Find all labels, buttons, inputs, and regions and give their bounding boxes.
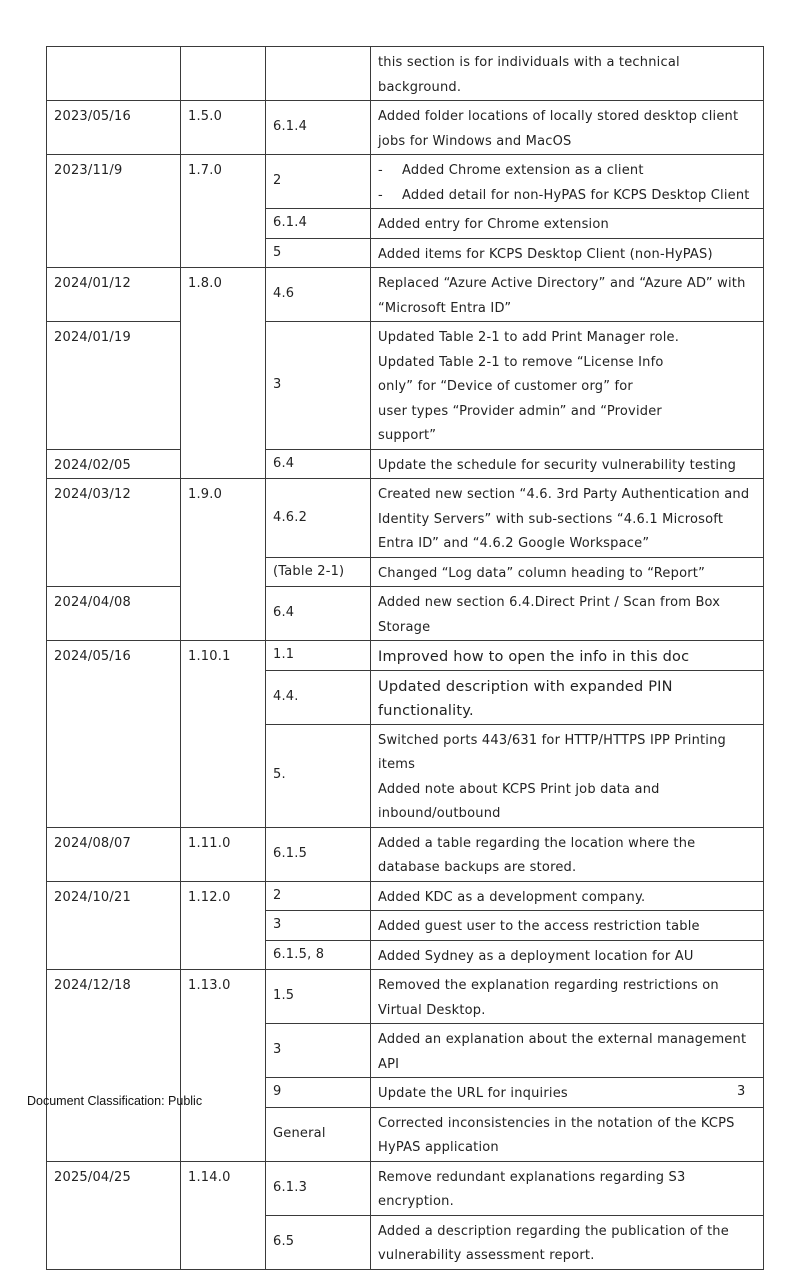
description-cell: Added a table regarding the location where the database backups are stored.: [371, 827, 764, 881]
date-cell: 2024/01/12: [47, 268, 181, 322]
description-cell: Added a description regarding the publication of the vulnerability assessment report.: [371, 1215, 764, 1269]
description-cell: Added items for KCPS Desktop Client (non-HyPAS): [371, 238, 764, 268]
description-cell: [371, 724, 764, 827]
date-cell: [47, 47, 181, 101]
description-cell: Added new section 6.4.Direct Print / Scan from Box Storage: [371, 587, 764, 641]
document-classification: Document Classification: Public: [27, 1094, 203, 1108]
table-row: [47, 47, 764, 101]
section-cell: 6.4: [266, 449, 371, 479]
description-cell: Added guest user to the access restriction table: [371, 911, 764, 941]
date-cell: 2024/05/16: [47, 641, 181, 828]
description-cell: Updated description with expanded PIN functionality.: [371, 670, 764, 724]
table-row: [47, 587, 764, 641]
bullet-text: Added Chrome extension as a client: [402, 163, 644, 178]
table-row: [47, 155, 764, 209]
section-cell: 4.4.: [266, 670, 371, 724]
section-cell: 4.6.2: [266, 479, 371, 558]
description-cell: Added KDC as a development company.: [371, 881, 764, 911]
date-cell: 2024/03/12: [47, 479, 181, 587]
version-cell: 1.10.1: [181, 641, 266, 828]
description-cell: Corrected inconsistencies in the notation of the KCPS HyPAS application: [371, 1107, 764, 1161]
description-cell: [371, 155, 764, 209]
table-row: [47, 101, 764, 155]
date-cell: 2024/10/21: [47, 881, 181, 970]
description-line: Added note about KCPS Print job data and inbound/outbound: [378, 781, 660, 821]
bullet-dash: -: [378, 187, 383, 203]
section-cell: 4.6: [266, 268, 371, 322]
bullet-dash: -: [378, 163, 383, 178]
date-cell: 2024/02/05: [47, 449, 181, 479]
description-cell: this section is for individuals with a technical background.: [371, 47, 764, 101]
version-cell: 1.11.0: [181, 827, 266, 881]
description-cell: Update the schedule for security vulnerability testing: [371, 449, 764, 479]
description-line: only” for “Device of customer org” for: [378, 379, 633, 394]
version-cell: 1.7.0: [181, 155, 266, 268]
section-cell: 6.1.4: [266, 101, 371, 155]
section-cell: 3: [266, 322, 371, 450]
date-cell: 2024/01/19: [47, 322, 181, 450]
description-cell: [371, 322, 764, 450]
description-line: user types “Provider admin” and “Provider: [378, 403, 662, 419]
date-cell: 2024/04/08: [47, 587, 181, 641]
version-cell: 1.14.0: [181, 1161, 266, 1269]
version-cell: 1.5.0: [181, 101, 266, 155]
description-cell: Added folder locations of locally stored desktop client jobs for Windows and MacOS: [371, 101, 764, 155]
version-cell: 1.13.0: [181, 970, 266, 1162]
section-cell: 1.1: [266, 641, 371, 671]
version-cell: [181, 47, 266, 101]
description-cell: Added an explanation about the external management API: [371, 1024, 764, 1078]
section-cell: 6.1.3: [266, 1161, 371, 1215]
description-cell: Created new section “4.6. 3rd Party Authentication and Identity Servers” with sub-sections “4.6.1 Microsoft Entra ID” and “4.6.2 Google Workspace”: [371, 479, 764, 558]
section-cell: 6.1.4: [266, 209, 371, 239]
section-cell: 1.5: [266, 970, 371, 1024]
date-cell: 2025/04/25: [47, 1161, 181, 1269]
section-cell: 3: [266, 1024, 371, 1078]
section-cell: (Table 2-1): [266, 557, 371, 587]
description-cell: Removed the explanation regarding restrictions on Virtual Desktop.: [371, 970, 764, 1024]
table-row: [47, 479, 764, 558]
description-line: Updated Table 2-1 to add Print Manager role.: [378, 330, 680, 345]
description-cell: Added Sydney as a deployment location for AU: [371, 940, 764, 970]
description-line: Updated Table 2-1 to remove “License Info: [378, 354, 664, 370]
description-cell: Update the URL for inquiries: [371, 1078, 764, 1108]
table-row: [47, 827, 764, 881]
table-row: [47, 881, 764, 911]
section-cell: [266, 47, 371, 101]
revision-history-table: [46, 46, 764, 1270]
date-cell: 2024/12/18: [47, 970, 181, 1162]
description-cell: Replaced “Azure Active Directory” and “Azure AD” with “Microsoft Entra ID”: [371, 268, 764, 322]
description-line: Switched ports 443/631 for HTTP/HTTPS IPP Printing items: [378, 732, 727, 772]
date-cell: 2023/05/16: [47, 101, 181, 155]
version-cell: 1.8.0: [181, 268, 266, 479]
bullet-text: Added detail for non-HyPAS for KCPS Desktop Client: [402, 187, 750, 203]
section-cell: 3: [266, 911, 371, 941]
section-cell: 2: [266, 881, 371, 911]
section-cell: 5.: [266, 724, 371, 827]
description-cell: Improved how to open the info in this doc: [371, 641, 764, 671]
table-row: [47, 268, 764, 322]
section-cell: 5: [266, 238, 371, 268]
table-row: [47, 449, 764, 479]
section-cell: 2: [266, 155, 371, 209]
description-cell: Changed “Log data” column heading to “Report”: [371, 557, 764, 587]
table-row: [47, 322, 764, 450]
bullet-item: [378, 184, 756, 209]
section-cell: 6.5: [266, 1215, 371, 1269]
table-row: [47, 641, 764, 671]
version-cell: 1.9.0: [181, 479, 266, 641]
table-row: [47, 1161, 764, 1215]
version-cell: 1.12.0: [181, 881, 266, 970]
description-cell: Remove redundant explanations regarding S3 encryption.: [371, 1161, 764, 1215]
date-cell: 2024/08/07: [47, 827, 181, 881]
section-cell: 6.1.5, 8: [266, 940, 371, 970]
description-cell: Added entry for Chrome extension: [371, 209, 764, 239]
section-cell: 6.4: [266, 587, 371, 641]
bullet-item: [378, 159, 756, 184]
table-row: [47, 970, 764, 1024]
section-cell: 6.1.5: [266, 827, 371, 881]
page-number: 3: [737, 1084, 746, 1099]
section-cell: General: [266, 1107, 371, 1161]
date-cell: 2023/11/9: [47, 155, 181, 268]
description-line: support”: [378, 428, 437, 443]
section-cell: 9: [266, 1078, 371, 1108]
